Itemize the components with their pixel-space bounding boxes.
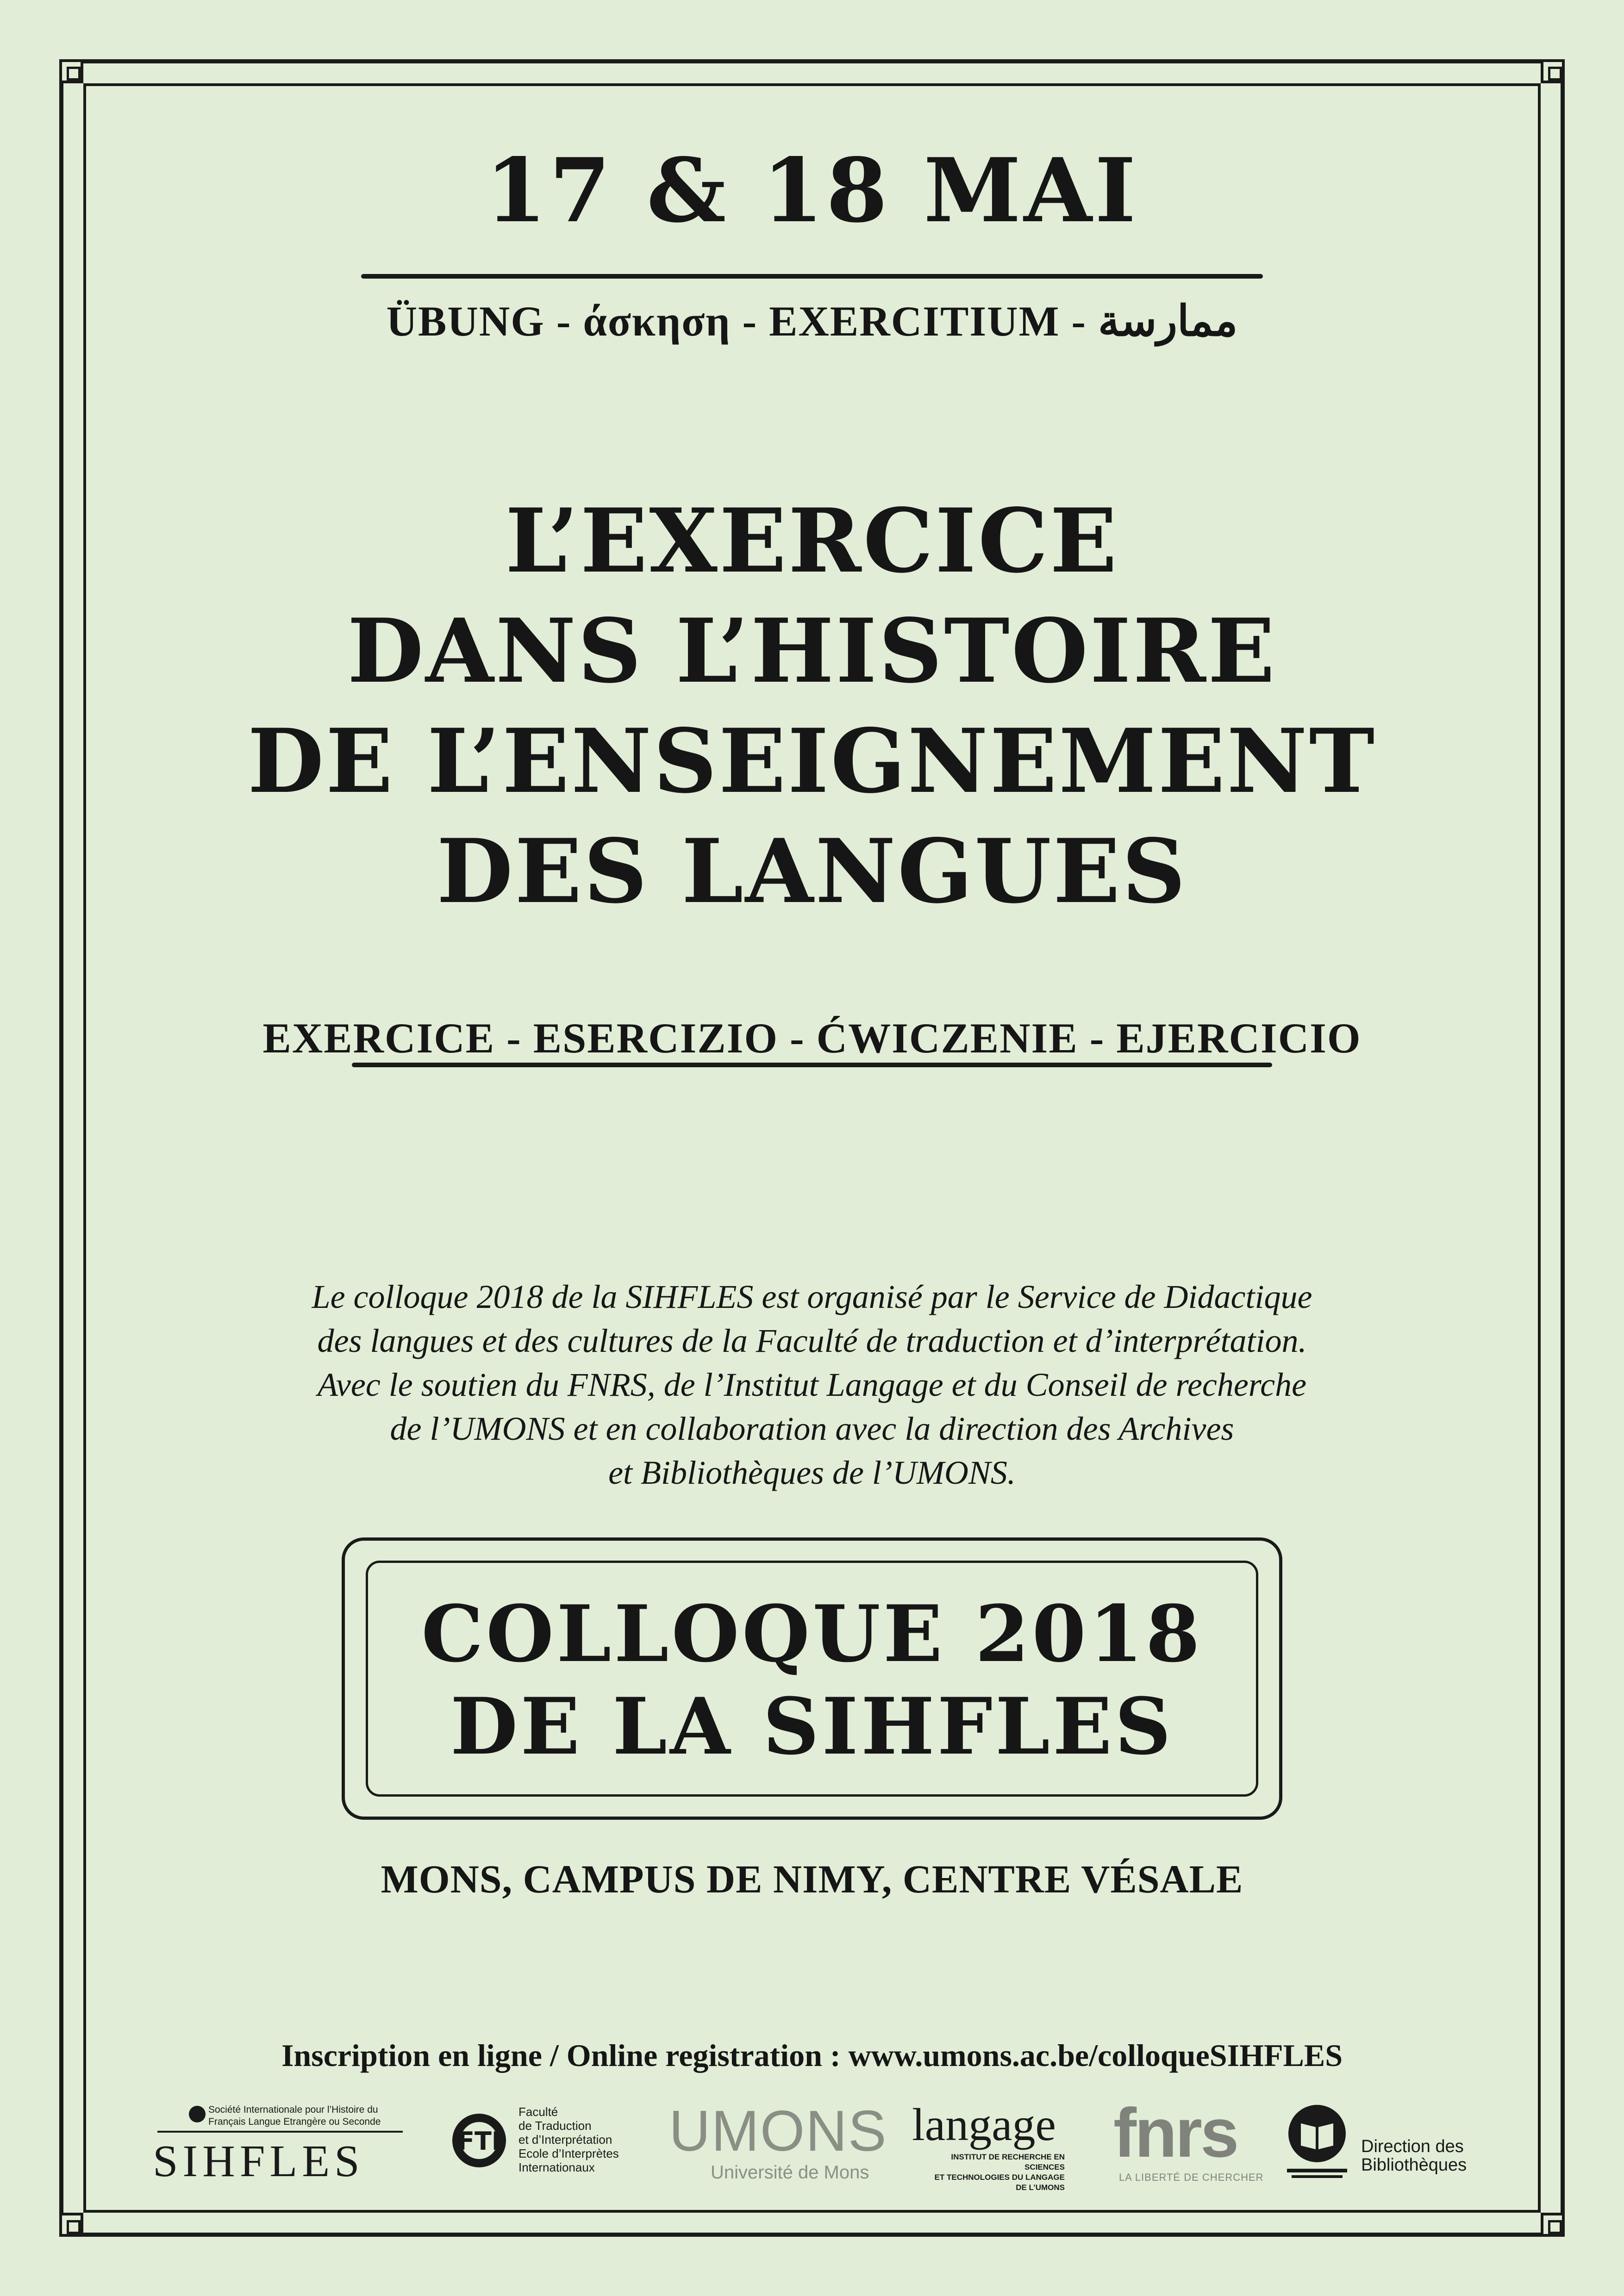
event-date: 17 & 18 MAI (485, 139, 1139, 242)
umons-subtitle: Université de Mons (711, 2162, 869, 2183)
sihfles-rule (157, 2131, 403, 2133)
description-line: Avec le soutien du FNRS, de l’Institut Langage et du Conseil de recherche (317, 1366, 1307, 1403)
title-line: DES LANGUES (437, 820, 1187, 923)
langage-name: langage (912, 2099, 1056, 2150)
top-translations: ÜBUNG - άσκηση - EXERCITIUM - ممارسة (386, 298, 1238, 345)
fnrs-logo (1113, 2094, 1264, 2184)
fti-label: Ecole d’Interprètes (518, 2147, 619, 2160)
title-line: L’EXERCICE (505, 489, 1119, 592)
colloque-line: COLLOQUE 2018 (421, 1588, 1203, 1680)
langage-subtitle: INSTITUT DE RECHERCHE EN SCIENCES (951, 2153, 1065, 2172)
langage-subtitle: DE L’UMONS (1016, 2183, 1065, 2192)
main-title (0, 486, 1624, 927)
sihfles-emblem-icon (189, 2106, 206, 2122)
event-location: MONS, CAMPUS DE NIMY, CENTRE VÉSALE (381, 1857, 1243, 1901)
corner-ornament-bottom-right (1541, 2213, 1565, 2237)
sihfles-tagline: Français Langue Etrangère ou Seconde (208, 2116, 381, 2127)
sihfles-tagline: Société Internationale pour l’Histoire du (208, 2104, 378, 2115)
svg-text:FTI: FTI (457, 2127, 501, 2156)
description-line: et Bibliothèques de l’UMONS. (608, 1454, 1016, 1491)
sihfles-name: SIHFLES (153, 2136, 364, 2186)
sihfles-logo (153, 2101, 405, 2184)
bibliotheques-label: Direction des (1361, 2137, 1464, 2156)
colloque-title (0, 1587, 1624, 1773)
organizer-description (0, 1275, 1624, 1495)
bibliotheques-label: Bibliothèques (1361, 2155, 1467, 2175)
bottom-divider (352, 1063, 1272, 1067)
title-line: DE L’ENSEIGNEMENT (247, 709, 1377, 813)
top-divider (361, 274, 1263, 279)
fti-logo (449, 2101, 648, 2184)
corner-ornament-bottom-left (59, 2213, 83, 2237)
corner-ornament-top-right (1541, 59, 1565, 83)
description-line: des langues et des cultures de la Faculté de traduction et d’interprétation. (317, 1322, 1307, 1359)
bottom-translations: EXERCICE - ESERCIZIO - ĆWICZENIE - EJERCICIO (262, 1014, 1362, 1062)
fnrs-name: fnrs (1113, 2094, 1237, 2172)
fti-label: et d’Interprétation (518, 2133, 612, 2147)
title-line: DANS L’HISTOIRE (347, 599, 1277, 703)
fti-label: Faculté (518, 2105, 558, 2119)
colloque-line: DE LA SIHFLES (450, 1680, 1174, 1772)
umons-logo (669, 2099, 887, 2184)
fti-label: Internationaux (518, 2160, 595, 2174)
bibliotheques-logo (1282, 2101, 1481, 2184)
fti-emblem-icon (449, 2106, 509, 2175)
description-line: Le colloque 2018 de la SIHFLES est organisé par le Service de Didactique (312, 1278, 1312, 1315)
description-line: de l’UMONS et en collaboration avec la direction des Archives (390, 1410, 1234, 1447)
registration-link[interactable]: Inscription en ligne / Online registration : www.umons.ac.be/colloqueSIHFLES (281, 2038, 1343, 2073)
fti-label: de Traduction (518, 2119, 592, 2133)
fnrs-tagline: LA LIBERTÉ DE CHERCHER (1119, 2172, 1264, 2183)
langage-subtitle: ET TECHNOLOGIES DU LANGAGE (934, 2173, 1065, 2182)
umons-name: UMONS (669, 2099, 887, 2163)
partner-logos (153, 2094, 1481, 2192)
library-book-icon (1282, 2101, 1356, 2184)
corner-ornament-top-left (59, 59, 83, 83)
langage-logo (912, 2099, 1079, 2192)
